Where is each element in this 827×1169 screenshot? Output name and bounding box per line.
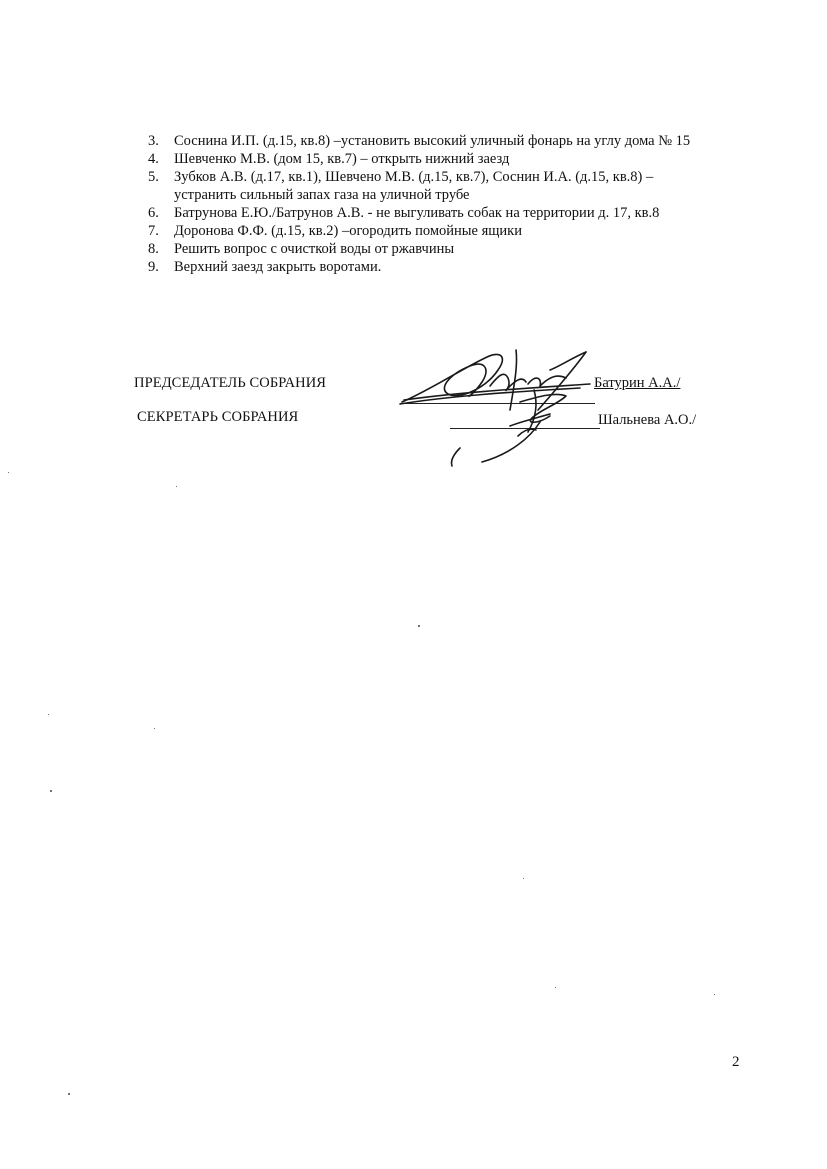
scan-speck — [555, 987, 556, 988]
scan-speck — [523, 878, 524, 879]
list-item — [148, 150, 788, 168]
page-number: 2 — [732, 1054, 740, 1070]
scan-speck — [176, 486, 177, 487]
item-text: Батрунова Е.Ю./Батрунов А.В. - не выгуливать собак на территории д. 17, кв.8 — [174, 205, 660, 221]
handwritten-signature-image — [390, 330, 630, 470]
scan-speck — [50, 790, 52, 792]
chairman-label: ПРЕДСЕДАТЕЛЬ СОБРАНИЯ — [134, 375, 327, 391]
secretary-name: Шальнева А.О./ — [598, 412, 697, 428]
scan-speck — [8, 472, 9, 473]
list-item — [148, 222, 788, 240]
list-item — [148, 168, 788, 204]
item-number: 7. — [148, 223, 159, 239]
list-item — [148, 240, 788, 258]
scan-speck — [714, 994, 715, 995]
item-text-continued: устранить сильный запах газа на уличной трубе — [174, 187, 470, 203]
scan-speck — [154, 728, 155, 729]
secretary-label: СЕКРЕТАРЬ СОБРАНИЯ — [137, 409, 299, 425]
chairman-name: Батурин А.А./ — [594, 375, 681, 391]
item-number: 5. — [148, 169, 159, 185]
item-text: Решить вопрос с очисткой воды от ржавчины — [174, 241, 455, 257]
item-number: 6. — [148, 205, 159, 221]
item-text: Верхний заезд закрыть воротами. — [174, 259, 382, 275]
item-number: 9. — [148, 259, 159, 275]
item-text: Соснина И.П. (д.15, кв.8) –установить высокий уличный фонарь на углу дома № 15 — [174, 133, 691, 149]
item-text: Доронова Ф.Ф. (д.15, кв.2) –огородить помойные ящики — [174, 223, 522, 239]
item-text: Шевченко М.В. (дом 15, кв.7) – открыть нижний заезд — [174, 151, 510, 167]
list-item — [148, 132, 788, 150]
scan-speck — [68, 1093, 70, 1095]
item-number: 4. — [148, 151, 159, 167]
item-text: Зубков А.В. (д.17, кв.1), Шевчено М.В. (д.15, кв.7), Соснин И.А. (д.15, кв.8) – — [174, 169, 654, 185]
item-number: 8. — [148, 241, 159, 257]
list-item — [148, 258, 788, 276]
scan-speck — [418, 625, 420, 627]
item-number: 3. — [148, 133, 159, 149]
scan-speck — [48, 714, 49, 715]
decision-list — [148, 132, 788, 276]
list-item — [148, 204, 788, 222]
